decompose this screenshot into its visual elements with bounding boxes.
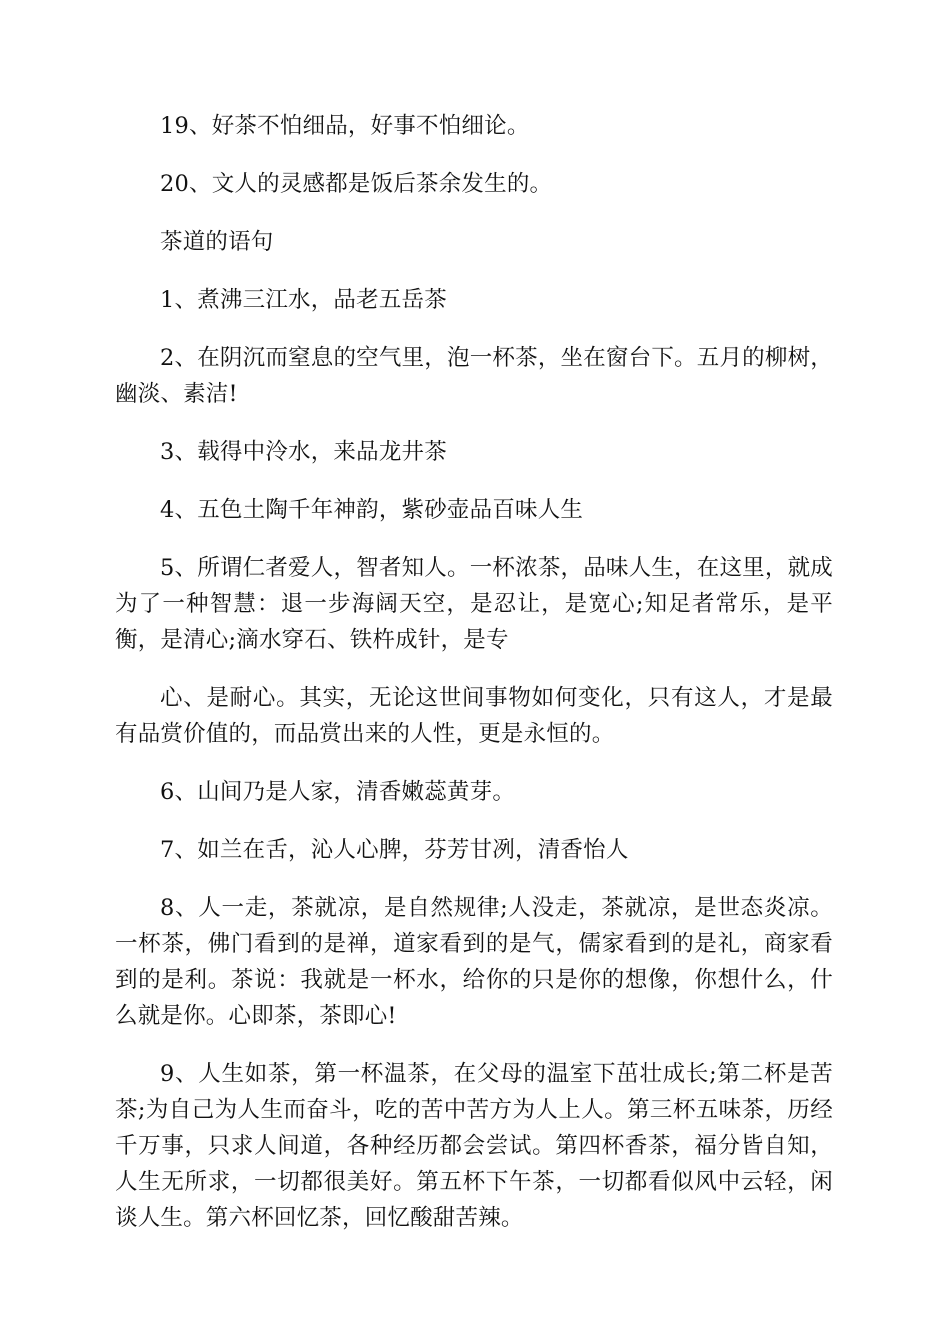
paragraph-quote-20: 20、文人的灵感都是饭后茶余发生的。 <box>160 171 553 197</box>
paragraph-item-5-continued: 心、是耐心。其实，无论这世间事物如何变化，只有这人，才是最有品赏价值的，而品赏出来的人性，更是永恒的。 <box>115 685 833 747</box>
section-heading: 茶道的语句 <box>160 229 274 255</box>
paragraph-item-1: 1、煮沸三江水，品老五岳茶 <box>160 287 447 313</box>
paragraph-item-6: 6、山间乃是人家，清香嫩蕊黄芽。 <box>160 779 516 805</box>
paragraph-item-5: 5、所谓仁者爱人，智者知人。一杯浓茶，品味人生，在这里，就成为了一种智慧：退一步海阔天空，是忍让，是宽心;知足者常乐，是平衡，是清心;滴水穿石、铁杵成针，是专 <box>115 555 833 653</box>
document-body <box>115 108 833 1258</box>
paragraph-item-2: 2、在阴沉而窒息的空气里，泡一杯茶，坐在窗台下。五月的柳树，幽淡、素洁! <box>115 345 833 407</box>
paragraph-item-9: 9、人生如茶，第一杯温茶，在父母的温室下茁壮成长;第二杯是苦茶;为自己为人生而奋斗，吃的苦中苦方为人上人。第三杯五味茶，历经千万事，只求人间道，各种经历都会尝试。第四杯香茶，福分皆自知，人生无所求，一切都很美好。第五杯下午茶，一切都看似风中云轻，闲谈人生。第六杯回忆茶，回忆酸甜苦辣。 <box>115 1061 833 1231</box>
paragraph-item-8: 8、人一走，茶就凉，是自然规律;人没走，茶就凉，是世态炎凉。一杯茶，佛门看到的是禅，道家看到的是气，儒家看到的是礼，商家看到的是利。茶说：我就是一杯水，给你的只是你的想像，你想什么，什么就是你。心即茶，茶即心! <box>115 895 833 1029</box>
paragraph-quote-19: 19、好茶不怕细品，好事不怕细论。 <box>160 113 530 139</box>
paragraph-item-7: 7、如兰在舌，沁人心脾，芬芳甘冽，清香怡人 <box>160 837 629 863</box>
paragraph-item-3: 3、载得中泠水，来品龙井茶 <box>160 439 447 465</box>
paragraph-item-4: 4、五色土陶千年神韵，紫砂壶品百味人生 <box>160 497 584 523</box>
